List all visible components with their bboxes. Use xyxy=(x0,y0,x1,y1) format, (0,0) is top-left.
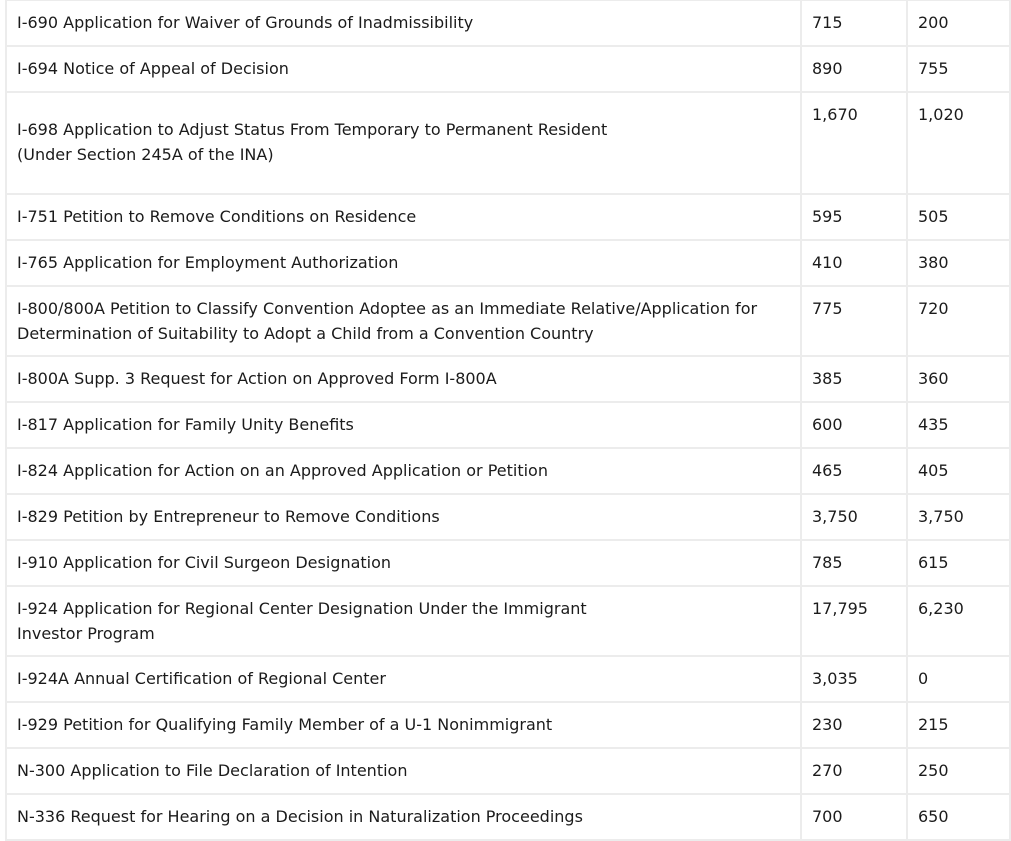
fee-value: 410 xyxy=(812,253,843,272)
form-cell xyxy=(6,92,801,194)
fee-value: 650 xyxy=(918,807,949,826)
fee-value: 435 xyxy=(918,415,949,434)
form-cell xyxy=(6,494,801,540)
fee-value: 775 xyxy=(812,299,843,318)
fee-value: 405 xyxy=(918,461,949,480)
form-cell xyxy=(6,286,801,356)
fee-value: 3,750 xyxy=(812,507,858,526)
form-cell xyxy=(6,586,801,656)
form-name: I-924 Application for Regional Center Designation Under the Immigrant xyxy=(17,599,587,618)
fee-cell xyxy=(801,656,907,702)
fee-value: 785 xyxy=(812,553,843,572)
form-cell xyxy=(6,0,801,46)
fee-cell xyxy=(907,794,1010,840)
form-name: I-765 Application for Employment Authorization xyxy=(17,253,399,272)
form-cell xyxy=(6,356,801,402)
fee-value: 715 xyxy=(812,13,843,32)
form-cell xyxy=(6,46,801,92)
fee-cell xyxy=(907,92,1010,194)
form-cell xyxy=(6,794,801,840)
form-name: I-694 Notice of Appeal of Decision xyxy=(17,59,289,78)
form-cell xyxy=(6,240,801,286)
fee-value: 1,020 xyxy=(918,105,964,124)
fee-value: 595 xyxy=(812,207,843,226)
form-name: I-910 Application for Civil Surgeon Designation xyxy=(17,553,392,572)
table-row xyxy=(6,448,1010,494)
fee-value: 380 xyxy=(918,253,949,272)
form-cell xyxy=(6,540,801,586)
fee-value: 465 xyxy=(812,461,843,480)
fee-cell xyxy=(907,448,1010,494)
fee-value: 755 xyxy=(918,59,949,78)
fee-cell xyxy=(801,540,907,586)
fee-value: 360 xyxy=(918,369,949,388)
fee-value: 385 xyxy=(812,369,843,388)
table-row xyxy=(6,494,1010,540)
fee-value: 1,670 xyxy=(812,105,858,124)
fee-cell xyxy=(801,194,907,240)
fee-table-container xyxy=(5,0,1007,841)
table-row xyxy=(6,748,1010,794)
fee-cell xyxy=(907,240,1010,286)
table-row xyxy=(6,702,1010,748)
form-cell xyxy=(6,748,801,794)
fee-table xyxy=(5,0,1011,841)
form-name: I-929 Petition for Qualifying Family Member of a U-1 Nonimmigrant xyxy=(17,715,553,734)
fee-value: 3,035 xyxy=(812,669,858,688)
table-row xyxy=(6,586,1010,656)
fee-value: 3,750 xyxy=(918,507,964,526)
table-row xyxy=(6,0,1010,46)
fee-cell xyxy=(801,702,907,748)
fee-value: 505 xyxy=(918,207,949,226)
form-cell xyxy=(6,702,801,748)
fee-value: 720 xyxy=(918,299,949,318)
fee-cell xyxy=(907,0,1010,46)
fee-cell xyxy=(801,240,907,286)
fee-value: 890 xyxy=(812,59,843,78)
form-name: I-924A Annual Certification of Regional Center xyxy=(17,669,386,688)
form-cell xyxy=(6,656,801,702)
form-name: I-698 Application to Adjust Status From Temporary to Permanent Resident xyxy=(17,120,608,139)
form-name: I-800A Supp. 3 Request for Action on Approved Form I-800A xyxy=(17,369,497,388)
fee-cell xyxy=(801,356,907,402)
fee-cell xyxy=(801,448,907,494)
fee-cell xyxy=(907,586,1010,656)
form-name: I-800/800A Petition to Classify Convention Adoptee as an Immediate Relative/Application for xyxy=(17,299,758,318)
fee-cell xyxy=(801,586,907,656)
table-row xyxy=(6,46,1010,92)
fee-cell xyxy=(907,540,1010,586)
fee-cell xyxy=(907,356,1010,402)
fee-cell xyxy=(801,92,907,194)
form-name: I-824 Application for Action on an Approved Application or Petition xyxy=(17,461,548,480)
table-row xyxy=(6,540,1010,586)
form-name-continued: Determination of Suitability to Adopt a Child from a Convention Country xyxy=(17,324,594,343)
form-name: I-690 Application for Waiver of Grounds of Inadmissibility xyxy=(17,13,474,32)
form-name: I-751 Petition to Remove Conditions on Residence xyxy=(17,207,417,226)
fee-value: 0 xyxy=(918,669,929,688)
fee-value: 200 xyxy=(918,13,949,32)
table-row xyxy=(6,402,1010,448)
fee-value: 215 xyxy=(918,715,949,734)
fee-cell xyxy=(801,402,907,448)
fee-value: 250 xyxy=(918,761,949,780)
fee-cell xyxy=(907,656,1010,702)
form-cell xyxy=(6,194,801,240)
fee-value: 6,230 xyxy=(918,599,964,618)
fee-cell xyxy=(801,46,907,92)
form-cell xyxy=(6,402,801,448)
fee-cell xyxy=(907,402,1010,448)
fee-value: 17,795 xyxy=(812,599,868,618)
table-row xyxy=(6,92,1010,194)
form-name: I-817 Application for Family Unity Benefits xyxy=(17,415,354,434)
fee-value: 270 xyxy=(812,761,843,780)
fee-cell xyxy=(907,748,1010,794)
table-row xyxy=(6,656,1010,702)
fee-cell xyxy=(801,286,907,356)
table-row xyxy=(6,240,1010,286)
table-row xyxy=(6,794,1010,840)
fee-value: 615 xyxy=(918,553,949,572)
fee-cell xyxy=(907,702,1010,748)
fee-cell xyxy=(907,194,1010,240)
fee-value: 230 xyxy=(812,715,843,734)
table-row xyxy=(6,286,1010,356)
table-row xyxy=(6,356,1010,402)
fee-cell xyxy=(907,494,1010,540)
fee-cell xyxy=(801,794,907,840)
form-cell xyxy=(6,448,801,494)
fee-cell xyxy=(801,748,907,794)
form-name: N-300 Application to File Declaration of Intention xyxy=(17,761,408,780)
fee-cell xyxy=(801,0,907,46)
fee-cell xyxy=(907,46,1010,92)
fee-cell xyxy=(801,494,907,540)
fee-value: 600 xyxy=(812,415,843,434)
form-name: N-336 Request for Hearing on a Decision in Naturalization Proceedings xyxy=(17,807,583,826)
form-name-continued: Investor Program xyxy=(17,624,155,643)
form-name-continued: (Under Section 245A of the INA) xyxy=(17,145,274,164)
table-row xyxy=(6,194,1010,240)
fee-value: 700 xyxy=(812,807,843,826)
form-name: I-829 Petition by Entrepreneur to Remove Conditions xyxy=(17,507,440,526)
fee-cell xyxy=(907,286,1010,356)
